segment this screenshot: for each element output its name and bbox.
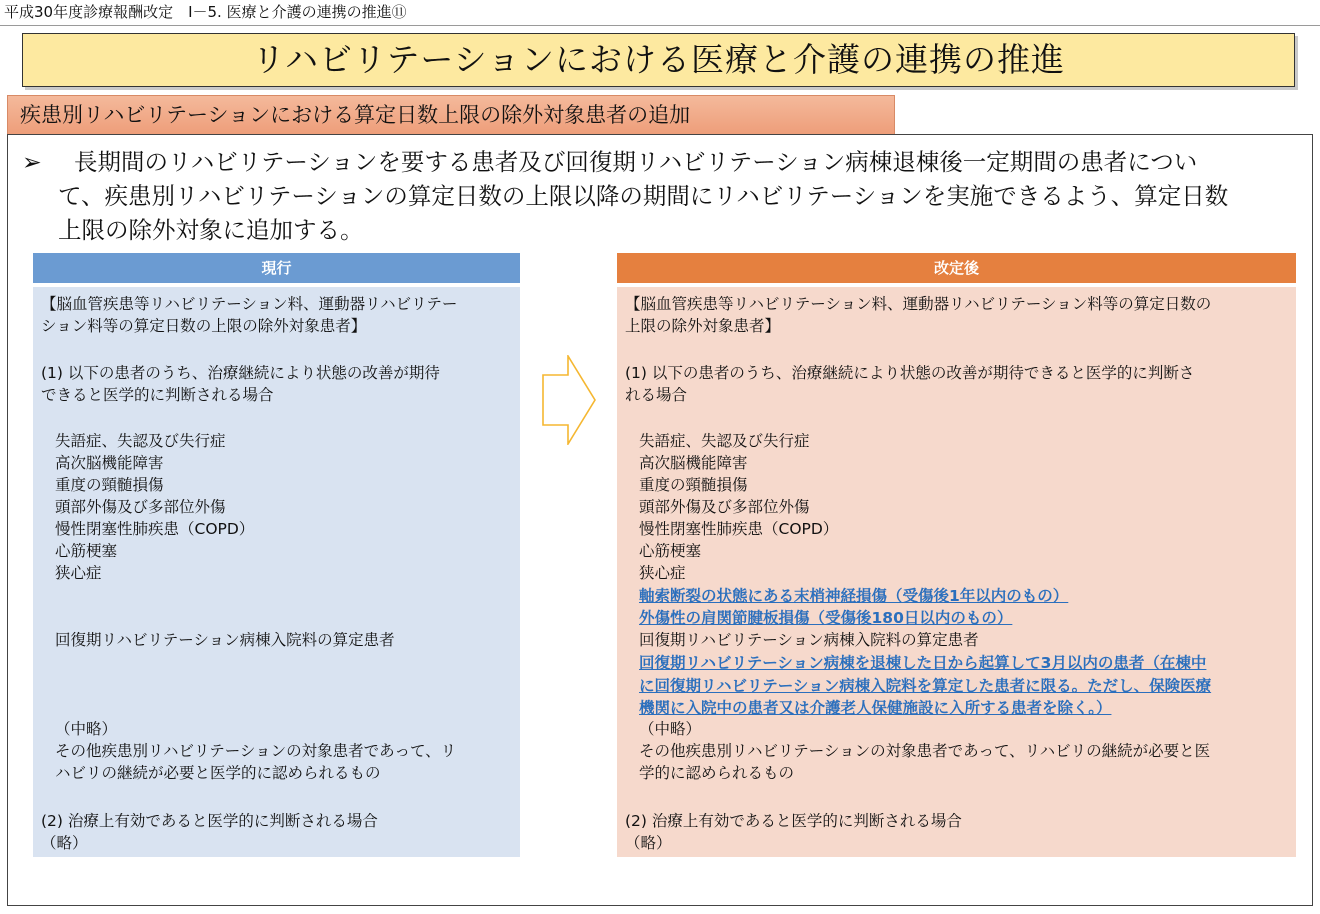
current-cond1-line-2: できると医学的に判断される場合	[41, 386, 274, 404]
revised-other-line-1: その他疾患別リハビリテーションの対象患者であって、リハビリの継続が必要と医	[639, 742, 1211, 760]
current-cond2: (2) 治療上有効であると医学的に判断される場合	[41, 812, 378, 830]
revised-cond1-line-1: (1) 以下の患者のうち、治療継続により状態の改善が期待できると医学的に判断さ	[625, 364, 1195, 382]
page-title: リハビリテーションにおける医療と介護の連携の推進	[22, 33, 1295, 87]
revised-column-header: 改定後	[617, 253, 1296, 283]
current-column-header: 現行	[33, 253, 520, 283]
revised-heading-line-1: 【脳血管疾患等リハビリテーション料、運動器リハビリテーション料等の算定日数の	[625, 295, 1212, 313]
current-cond1-line-1: (1) 以下の患者のうち、治療継続により状態の改善が期待	[41, 364, 440, 382]
revised-heading-line-2: 上限の除外対象患者】	[625, 317, 781, 335]
current-abbr: （略）	[41, 834, 88, 852]
current-condition: 高次脳機能障害	[55, 454, 164, 472]
revised-abbr: （略）	[625, 834, 672, 852]
summary-line-3: 上限の除外対象に追加する。	[58, 216, 364, 244]
revised-added-condition: 軸索断裂の状態にある末梢神経損傷（受傷後1年以内のもの）	[639, 587, 1069, 605]
revised-added-condition: 外傷性の肩関節腱板損傷（受傷後180日以内のもの）	[639, 609, 1013, 627]
current-condition: 頭部外傷及び多部位外傷	[55, 498, 226, 516]
revised-ward-item: 回復期リハビリテーション病棟入院料の算定患者	[639, 631, 979, 649]
revised-cond2: (2) 治療上有効であると医学的に判断される場合	[625, 812, 962, 830]
revised-condition: 狭心症	[639, 564, 686, 582]
revised-column-box	[617, 287, 1296, 857]
current-condition: 失語症、失認及び失行症	[55, 432, 226, 450]
bullet-icon: ➢	[22, 148, 42, 176]
current-heading-line-1: 【脳血管疾患等リハビリテーション料、運動器リハビリテー	[41, 295, 458, 313]
current-ward-item: 回復期リハビリテーション病棟入院料の算定患者	[55, 631, 395, 649]
revised-condition: 重度の頸髄損傷	[639, 476, 748, 494]
revised-condition: 高次脳機能障害	[639, 454, 748, 472]
summary-line-1: 長期間のリハビリテーションを要する患者及び回復期リハビリテーション病棟退棟後一定期間の患者につい	[74, 148, 1198, 176]
page-header: 平成30年度診療報酬改定 Ⅰ－5. 医療と介護の連携の推進⑪	[0, 0, 1320, 26]
revised-added-ward-line-2: に回復期リハビリテーション病棟入院料を算定した患者に限る。ただし、保険医療	[639, 677, 1212, 695]
revised-condition: 頭部外傷及び多部位外傷	[639, 498, 810, 516]
revised-omitted: （中略）	[639, 720, 702, 738]
revised-added-ward-line-3: 機関に入院中の患者又は介護老人保健施設に入所する患者を除く。）	[639, 699, 1112, 717]
summary-line-2: て、疾患別リハビリテーションの算定日数の上限以降の期間にリハビリテーションを実施できるよう、算定日数	[58, 182, 1229, 210]
revised-condition: 失語症、失認及び失行症	[639, 432, 810, 450]
current-condition: 重度の頸髄損傷	[55, 476, 164, 494]
current-omitted: （中略）	[55, 720, 118, 738]
revised-condition: 慢性閉塞性肺疾患（COPD）	[639, 520, 839, 538]
revised-other-line-2: 学的に認められるもの	[639, 764, 795, 782]
current-column-box	[33, 287, 520, 857]
current-heading-line-2: ション料等の算定日数の上限の除外対象患者】	[41, 317, 367, 335]
current-condition: 心筋梗塞	[55, 542, 118, 560]
revised-added-ward-line-1: 回復期リハビリテーション病棟を退棟した日から起算して3月以内の患者（在棟中	[639, 654, 1207, 672]
current-other-line-2: ハビリの継続が必要と医学的に認められるもの	[55, 764, 381, 782]
current-condition: 狭心症	[55, 564, 102, 582]
section-subtitle: 疾患別リハビリテーションにおける算定日数上限の除外対象患者の追加	[7, 95, 895, 135]
right-arrow-icon	[542, 355, 596, 445]
revised-cond1-line-2: れる場合	[625, 386, 688, 404]
current-other-line-1: その他疾患別リハビリテーションの対象患者であって、リ	[55, 742, 457, 760]
current-condition: 慢性閉塞性肺疾患（COPD）	[55, 520, 255, 538]
revised-condition: 心筋梗塞	[639, 542, 702, 560]
